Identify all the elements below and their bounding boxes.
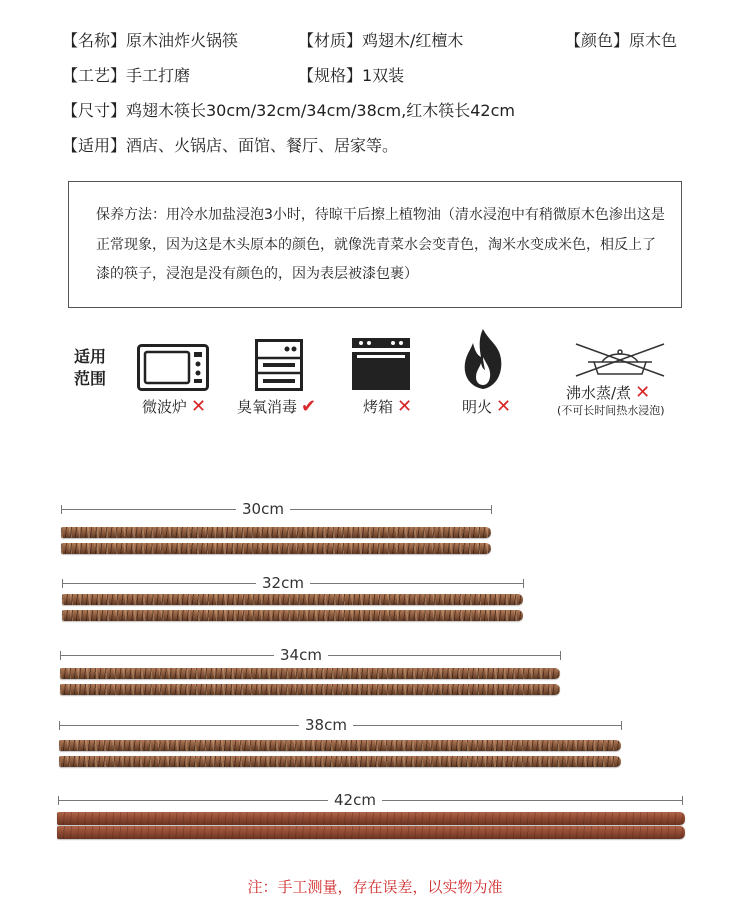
range-item-oven [363,397,412,417]
spec-name: 【名称】原木油炸火锅筷 [62,31,239,50]
spec-size: 【尺寸】鸡翅木筷长30cm/32cm/34cm/38cm,红木筷长42cm [62,101,515,120]
range-item-flame [462,397,511,417]
dim-30-label: 30cm [236,500,290,518]
chopstick-38-a [59,740,621,751]
range-item-disinfection-label: 臭氧消毒 [237,398,298,416]
dim-42-label: 42cm [328,791,382,809]
spec-color: 【颜色】原木色 [565,31,678,50]
spec-material: 【材质】鸡翅木/红檀木 [298,31,464,50]
care-instructions-text: 保养方法：用冷水加盐浸泡3小时，待晾干后擦上植物油（清水浸泡中有稍微原木色渗出这是正常现象，因为这是木头原本的颜色，就像洗青菜水会变青色，淘米水变成米色，相反上了漆的筷子，浸泡是没有颜色的，因为表层被漆包裹） [96,207,665,282]
range-item-oven-label: 烤箱 [363,398,394,416]
chopstick-30-a [61,527,491,538]
microwave-cross-icon: ✕ [191,396,207,417]
chopstick-42-b [57,826,685,839]
care-instructions-box [68,181,682,308]
boiling-pot-icon [572,342,668,378]
spec-spec: 【规格】1双装 [298,66,405,85]
chopstick-42-a [57,812,685,825]
disinfection-check-icon: ✔ [301,396,317,417]
microwave-icon [137,344,209,391]
chopstick-32-a [62,594,523,605]
disinfection-cabinet-icon [255,339,303,391]
footer-note: 注：手工测量，存在误差，以实物为准 [247,878,503,896]
range-item-microwave [142,397,206,417]
range-item-boiling-label: 沸水蒸/煮 [566,384,632,402]
flame-icon [459,327,507,391]
range-item-boiling-note: (不可长时间热水浸泡) [557,404,665,417]
dim-32-label: 32cm [256,574,310,592]
dim-34-label: 34cm [274,646,328,664]
dim-30-tick-right [491,505,492,514]
dim-38-tick-right [621,721,622,730]
dim-42-tick-right [682,796,683,805]
spec-craft: 【工艺】手工打磨 [62,66,191,85]
range-item-boiling [566,383,650,403]
range-title: 适用范围 [74,347,107,388]
chopstick-38-b [59,756,621,767]
chopstick-32-b [62,610,523,621]
oven-icon [351,337,411,391]
flame-cross-icon: ✕ [496,396,512,417]
oven-cross-icon: ✕ [397,396,413,417]
spec-usage: 【适用】酒店、火锅店、面馆、餐厅、居家等。 [62,136,399,155]
range-item-microwave-label: 微波炉 [142,398,188,416]
dim-38-label: 38cm [299,716,353,734]
dim-34-tick-right [560,651,561,660]
range-item-flame-label: 明火 [462,398,493,416]
range-item-disinfection [237,397,316,417]
chopstick-34-a [60,668,560,679]
chopstick-34-b [60,684,560,695]
chopstick-30-b [61,543,491,554]
boiling-cross-icon: ✕ [635,382,651,403]
dim-32-tick-right [523,579,524,588]
